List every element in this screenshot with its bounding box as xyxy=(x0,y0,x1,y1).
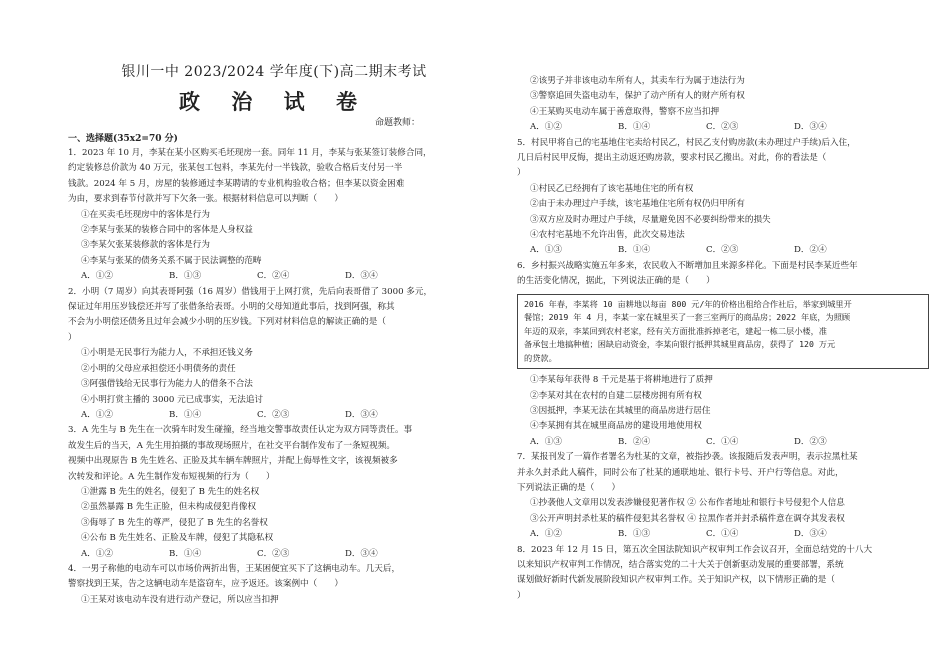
question-stem-line: 下列说法正确的是（ ） xyxy=(517,483,621,494)
statement-option: ④王某购买电动车属于善意取得，警察不应当扣押 xyxy=(530,106,720,117)
statement-option: ③侮辱了 B 先生的尊严，侵犯了 B 先生的名誉权 xyxy=(81,517,268,528)
question-stem-line: ） xyxy=(517,168,526,179)
exam-subject: 政 治 试 卷 xyxy=(179,89,369,114)
answer-choice: B．①④ xyxy=(618,245,651,256)
answer-choice: D．②③ xyxy=(794,436,827,447)
answer-choices xyxy=(517,435,929,450)
statement-option: ①村民乙已经拥有了该宅基地住宅的所有权 xyxy=(530,183,694,194)
answer-choice: C．②③ xyxy=(257,548,290,559)
statement-option: ①抄袭他人文章用以发表涉嫌侵犯著作权 ② 公布作者地址和银行卡号侵犯个人信息 xyxy=(530,498,845,509)
statement-option: ①小明是无民事行为能力人，不承担还钱义务 xyxy=(81,348,253,359)
statement-option: ④李某拥有其在城里商品房的建设用地使用权 xyxy=(530,421,702,432)
question-stem-line: 的生活变化情况，据此，下列说法正确的是（ ） xyxy=(517,276,715,287)
question-block xyxy=(68,146,480,285)
statement-option: ②李某对其在农村的自建二层楼房拥有所有权 xyxy=(530,390,702,401)
statement-option: ③警察追回失盗电动车，保护了动产所有人的财产所有权 xyxy=(530,91,745,102)
answer-choice: A．①② xyxy=(81,409,113,420)
question-block xyxy=(68,285,480,424)
question-stem-line: 谋划做好新时代新发展阶段知识产权审判工作。关于知识产权，以下情形正确的是（ xyxy=(517,575,835,586)
question-stem-line: 视频中出现原告 B 先生姓名、正脸及其车辆车牌照片，并配上侮辱性文字，该视频被多 xyxy=(68,456,398,467)
answer-choices xyxy=(517,120,929,135)
answer-choice: B．①④ xyxy=(618,122,651,133)
answer-choice: B．①④ xyxy=(169,548,202,559)
question-block xyxy=(517,543,929,605)
answer-choice: C．②④ xyxy=(257,271,290,282)
left-column xyxy=(68,0,480,608)
statement-option: ①泄露 B 先生的姓名，侵犯了 B 先生的姓名权 xyxy=(81,486,260,497)
answer-choice: B．①③ xyxy=(618,529,651,540)
answer-choice: C．①④ xyxy=(706,529,739,540)
statement-option: ③公开声明封杀杜某的稿件侵犯其名誉权 ④ 拉黑作者并封杀稿件意在调夺其发表权 xyxy=(530,513,845,524)
answer-choice: D．③④ xyxy=(794,529,827,540)
statement-option: ④公布 B 先生姓名、正脸及车牌，侵犯了其隐私权 xyxy=(81,533,274,544)
question-block xyxy=(68,562,480,608)
question-stem-line: 7．某报刊发了一篇作者署名为杜某的文章，被指抄袭。该报随后发表声明，表示拉黑杜某 xyxy=(517,452,858,463)
question-stem-line: 约定装修总价款为 40 万元，张某包工包料，李某先付一半钱款，验收合格后支付另一半 xyxy=(68,163,403,174)
answer-choice: C．②③ xyxy=(257,409,290,420)
answer-choice: A．①② xyxy=(81,271,113,282)
answer-choice: A．①③ xyxy=(530,436,562,447)
material-line: 2016 年春，李某将 10 亩耕地以每亩 800 元/年的价格出租给合作社后，举家到城里开 xyxy=(524,298,852,309)
section-heading: 一、选择题(35x2=70 分) xyxy=(68,134,178,144)
answer-choice: D．③④ xyxy=(345,548,378,559)
question-stem-line: 并永久封杀此人稿件，同时公布了杜某的通联地址、银行卡号、开户行等信息。对此， xyxy=(517,467,844,478)
statement-option: ①王某对该电动车没有进行动产登记，所以应当扣押 xyxy=(81,594,279,605)
question-stem-line: 8．2023 年 12 月 15 日，第五次全国法院知识产权审判工作会议召开，全面总结党的十八大 xyxy=(517,544,873,555)
statement-option: ①李某每年获得 8 千元是基于将耕地进行了质押 xyxy=(530,375,713,386)
answer-choices xyxy=(517,243,929,258)
question-stem-line: 故发生后的当天，A 先生用拍摄的事故现场照片，在社交平台制作发布了一条短视频。 xyxy=(68,440,395,451)
answer-choice: A．①③ xyxy=(530,245,562,256)
question-stem-line: 为由，要求到春节付款并写下欠条一张。根据材料信息可以判断（ ） xyxy=(68,194,344,205)
question-block xyxy=(517,74,929,136)
question-stem-line: 几日后村民甲反悔，提出主动返还购房款，要求村民乙搬出。对此，你的看法是（ xyxy=(517,153,827,164)
question-stem-line: ） xyxy=(517,590,526,601)
answer-choice: C．①④ xyxy=(706,436,739,447)
question-block xyxy=(517,259,929,450)
question-block xyxy=(68,423,480,562)
question-stem-line: 2．小明（7 周岁）向其表哥阿强（16 周岁）借钱用于上网打赏，先后向表哥借了 3000 多元， xyxy=(68,286,433,297)
statement-option: ④李某与张某的债务关系不属于民法调整的范畴 xyxy=(81,255,262,266)
statement-option: ③因抵押，李某无法在其城里的商品房进行居住 xyxy=(530,406,711,416)
material-line: 的贷款。 xyxy=(524,352,557,363)
statement-option: ①在买卖毛坯现房中的客体是行为 xyxy=(81,209,210,220)
question-stem-line: 以来知识产权审判工作情况，结合落实党的二十大关于创新驱动发展的重要部署，系统 xyxy=(517,560,844,571)
question-stem-line: 不会为小明偿还债务且过年会减少小明的压岁钱。下列对材料信息的解读正确的是（ xyxy=(68,317,386,328)
question-block xyxy=(517,136,929,259)
statement-option: ②该男子并非该电动车所有人，其卖车行为属于违法行为 xyxy=(530,76,745,86)
material-box xyxy=(517,294,929,370)
material-line: 餐馆；2019 年 4 月，李某一家在城里买了一套三室两厅的商品房；2022 年底，为照顾 xyxy=(524,312,851,323)
material-line: 备承包土地搞种植；困缺启动资金，李某向银行抵押其城里商品房，获得了 120 万元 xyxy=(524,339,836,350)
question-stem-line: 6．乡村振兴战略实施五年多来，农民收入不断增加且来源多样化。下面是村民李某近些年 xyxy=(517,260,858,271)
statement-option: ②虽然暴露 B 先生正脸，但未构成侵犯肖像权 xyxy=(81,502,257,513)
answer-choices xyxy=(517,527,929,542)
answer-choice: A．①② xyxy=(530,529,562,540)
answer-choices xyxy=(68,408,480,423)
left-questions xyxy=(68,146,480,608)
statement-option: ③阿强借钱给无民事行为能力人的借条不合法 xyxy=(81,379,253,390)
question-block xyxy=(517,450,929,542)
question-stem-line: 1．2023 年 10 月，李某在某小区购买毛坯现房一套。同年 11 月，李某与张某签订装修合同， xyxy=(68,148,432,158)
question-stem-line: 警察找到王某，告之这辆电动车是盗窃车，应予返还。该案例中（ ） xyxy=(68,579,344,590)
answer-choices xyxy=(68,269,480,284)
exam-title: 银川一中 2023/2024 学年度(下)高二期末考试 xyxy=(121,64,427,80)
question-stem-line: 次转发和评论。A 先生制作发布短视频的行为（ ） xyxy=(68,471,275,482)
answer-choice: D．③④ xyxy=(794,122,827,133)
answer-choice: D．②④ xyxy=(794,245,827,256)
statement-option: ②李某与张某的装修合同中的客体是人身权益 xyxy=(81,225,253,236)
answer-choices xyxy=(68,547,480,562)
question-stem-line: ） xyxy=(68,332,77,343)
statement-option: ②小明的父母应承担偿还小明债务的责任 xyxy=(81,363,236,374)
question-stem-line: 4．一男子称他的电动车可以市场价两折出售，王某困便宜买下了这辆电动车。几天后， xyxy=(68,563,401,574)
statement-option: ④农村宅基地不允许出售，此次交易违法 xyxy=(530,230,685,241)
answer-choice: C．②③ xyxy=(706,245,739,256)
material-line: 年迈的双亲，李某回到农村老家，经有关方面批准拆掉老宅，建起一栋二层小楼，准 xyxy=(524,325,827,336)
right-column xyxy=(517,74,929,604)
statement-option: ③李某欠张某装修款的客体是行为 xyxy=(81,240,210,251)
answer-choice: A．①② xyxy=(81,548,113,559)
right-questions xyxy=(517,74,929,604)
answer-choice: A．①② xyxy=(530,122,562,133)
answer-choice: B．①③ xyxy=(169,271,202,282)
answer-choice: C．②③ xyxy=(706,122,739,133)
answer-choice: B．②④ xyxy=(618,436,651,447)
statement-option: ②由于未办理过户手续，该宅基地住宅所有权仍归甲所有 xyxy=(530,199,745,210)
exam-author: 命题教师： xyxy=(374,118,420,128)
statement-option: ④小明打赏主播的 3000 元已成事实，无法追讨 xyxy=(81,394,264,405)
question-stem-line: 钱款。2024 年 5 月，房屋的装修通过李某聘请的专业机构验收合格；但李某以资金困难 xyxy=(68,178,405,189)
answer-choice: D．③④ xyxy=(345,409,378,420)
statement-option: ③双方应及时办理过户手续，尽量避免因不必要纠纷带来的损失 xyxy=(530,214,771,225)
answer-choice: D．③④ xyxy=(345,271,378,282)
question-stem-line: 5．村民甲将自己的宅基地住宅卖给村民乙，村民乙支付购房款(未办理过户手续)后入住， xyxy=(517,137,856,148)
question-stem-line: 3．A 先生与 B 先生在一次骑车时发生碰撞，经当地交警事故责任认定为双方同等责任。事 xyxy=(68,425,413,436)
answer-choice: B．①④ xyxy=(169,409,202,420)
question-stem-line: 保证过年用压岁钱偿还并写了张借条给表哥。小明的父母知道此事后，找到阿强，称其 xyxy=(68,302,395,313)
